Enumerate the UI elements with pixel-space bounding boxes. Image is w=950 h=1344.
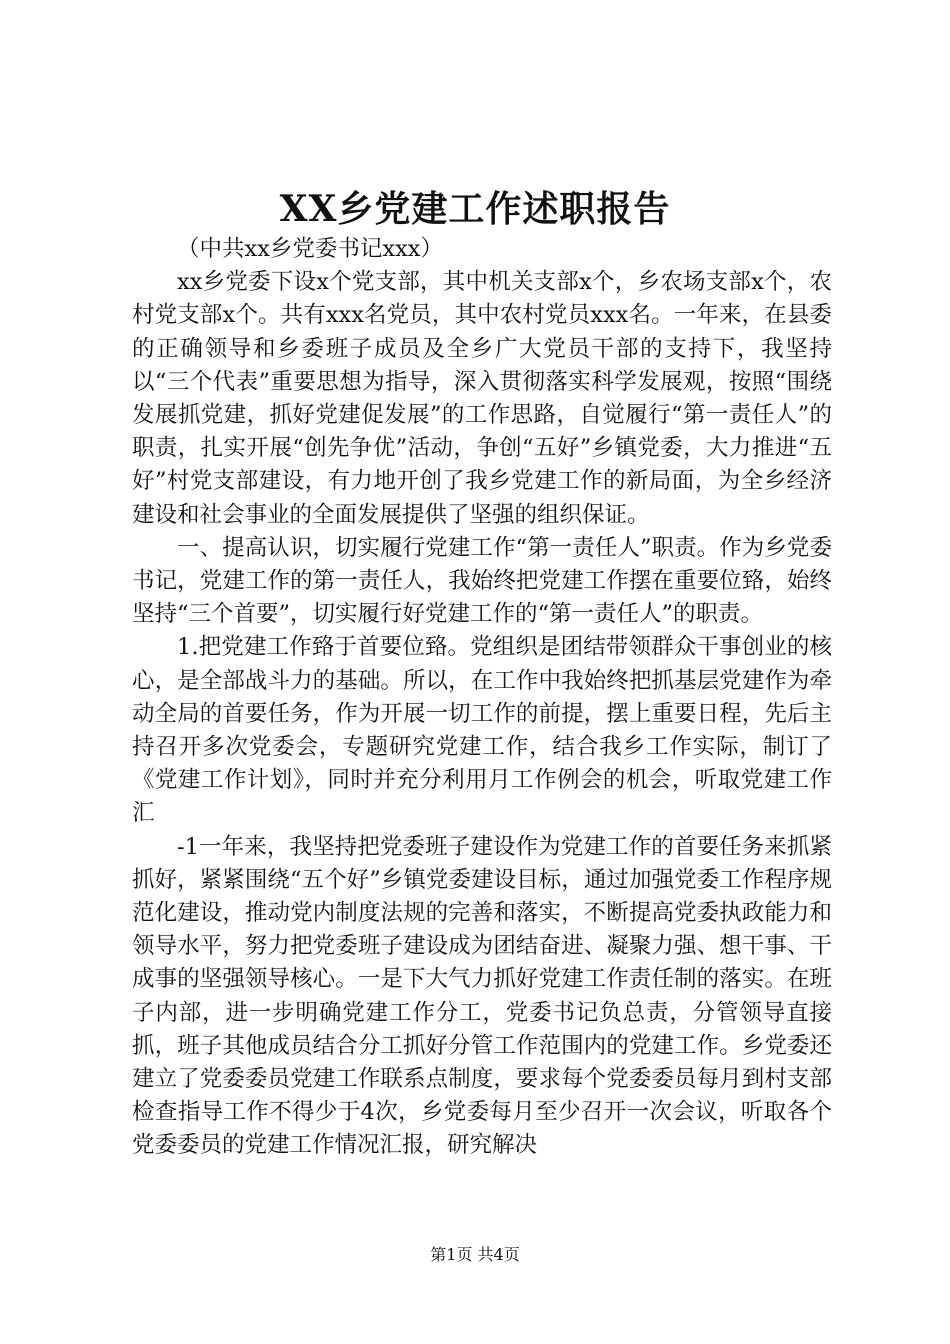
paragraph-item-one: 1.把党建工作臵于首要位臵。党组织是团结带领群众干事创业的核心，是全部战斗力的基础。所以，在工作中我始终把抓基层党建作为牵动全局的首要任务，作为开展一切工作的前提，摆上重要日程，先后主持召开多次党委会，专题研究党建工作，结合我乡工作实际，制订了《党建工作计划》，同时并充分利用月工作例会的机会，听取党建工作汇	[132, 634, 832, 827]
paragraph-continuation: -1一年来，我坚持把党委班子建设作为党建工作的首要任务来抓紧抓好，紧紧围绕“五个好”乡镇党委建设目标，通过加强党委工作程序规范化建设，推动党内制度法规的完善和落实，不断提高党委执政能力和领导水平，努力把党委班子建设成为团结奋进、凝聚力强、想干事、干成事的坚强领导核心。一是下大气力抓好党建工作责任制的落实。在班子内部，进一步明确党建工作分工，党委书记负总责，分管领导直接抓，班子其他成员结合分工抓好分管工作范围内的党建工作。乡党委还建立了党委委员党建工作联系点制度，要求每个党委委员每月到村支部检查指导工作不得少于4次，乡党委每月至少召开一次会议，听取各个党委委员的党建工作情况汇报，研究解决	[132, 833, 832, 1159]
paragraph-section-one: 一、提高认识，切实履行党建工作“第一责任人”职责。作为乡党委书记，党建工作的第一责任人，我始终把党建工作摆在重要位臵，始终坚持“三个首要”，切实履行好党建工作的“第一责任人”的职责。	[132, 534, 832, 628]
byline: （中共xx乡党委书记xxx）	[177, 236, 443, 262]
document-body	[132, 233, 832, 1163]
document-title: XX乡党建工作述职报告	[279, 188, 671, 230]
paragraph-intro: xx乡党委下设x个党支部，其中机关支部x个，乡农场支部x个，农村党支部x个。共有xxx名党员，其中农村党员xxx名。一年来，在县委的正确领导和乡委班子成员及全乡广大党员干部的支持下，我坚持以“三个代表”重要思想为指导，深入贯彻落实科学发展观，按照“围绕发展抓党建，抓好党建促发展”的工作思路，自觉履行“第一责任人”的职责，扎实开展“创先争优”活动，争创“五好”乡镇党委，大力推进“五好”村党支部建设，有力地开创了我乡党建工作的新局面，为全乡经济建设和社会事业的全面发展提供了坚强的组织保证。	[132, 269, 832, 528]
page-footer: 第1页 共4页	[430, 1245, 520, 1264]
